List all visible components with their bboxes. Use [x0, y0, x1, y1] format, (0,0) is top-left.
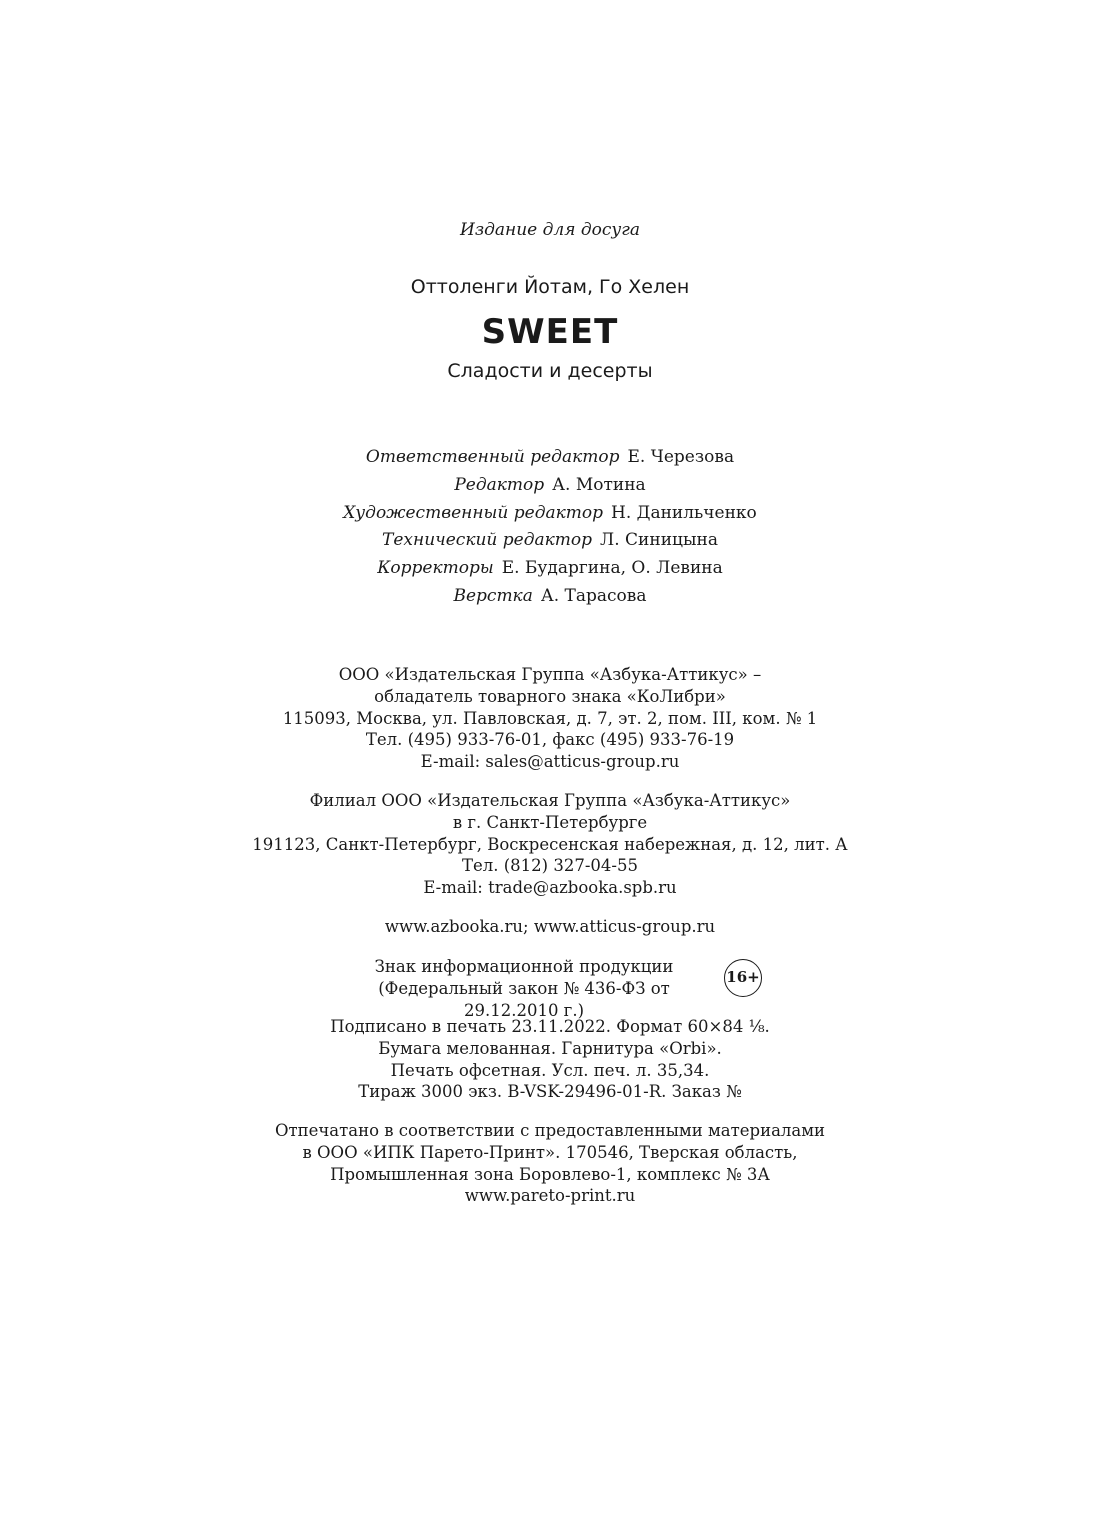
publisher-address: 115093, Москва, ул. Павловская, д. 7, эт. 2, пом. III, ком. № 1: [282, 708, 818, 728]
credit-name: А. Мотина: [552, 474, 646, 495]
printer-line: Отпечатано в соответствии с предоставленными материалами: [274, 1121, 826, 1140]
credit-role: Верстка: [453, 585, 533, 606]
credit-name: Л. Синицына: [600, 530, 718, 551]
publisher-phone: Тел. (495) 933-76-01, факс (495) 933-76-19: [365, 730, 735, 750]
printer-info: [0, 1120, 1100, 1207]
info-sign: [0, 956, 1100, 1020]
book-title: SWEET: [481, 312, 619, 352]
branch-address: 191123, Санкт-Петербург, Воскресенская набережная, д. 12, лит. А: [252, 834, 848, 854]
info-sign-text: [330, 956, 718, 1021]
publisher-email: E-mail: sales@atticus-group.ru: [420, 752, 680, 772]
credit-role: Корректоры: [377, 558, 494, 579]
credit-name: А. Тарасова: [540, 585, 647, 606]
publisher-line: ООО «Издательская Группа «Азбука-Аттикус» –: [338, 665, 762, 684]
websites: [0, 916, 1100, 938]
info-sign-line: (Федеральный закон № 436-ФЗ от 29.12.2010 г.): [378, 978, 670, 1020]
branch-line: Филиал ООО «Издательская Группа «Азбука-Аттикус»: [309, 791, 791, 810]
credit-role: Художественный редактор: [343, 502, 603, 523]
print-line: Печать офсетная. Усл. печ. л. 35,34.: [390, 1060, 710, 1080]
printer-website: www.pareto-print.ru: [464, 1186, 636, 1206]
info-sign-line: Знак информационной продукции: [374, 957, 674, 976]
print-line: Бумага мелованная. Гарнитура «Orbi».: [378, 1038, 722, 1058]
print-line: Тираж 3000 экз. B-VSK-29496-01-R. Заказ №: [358, 1082, 742, 1102]
branch-info: [0, 790, 1100, 899]
credit-row: [0, 472, 1100, 500]
printer-line: в ООО «ИПК Парето-Принт». 170546, Тверская область,: [302, 1142, 798, 1162]
print-line: Подписано в печать 23.11.2022. Формат 60×84 ¹⁄₈.: [330, 1017, 770, 1036]
credit-role: Технический редактор: [382, 530, 593, 551]
credit-row: [0, 500, 1100, 528]
branch-line: в г. Санкт-Петербурге: [452, 812, 648, 832]
print-info: [0, 1016, 1100, 1103]
publisher-info: [0, 664, 1100, 773]
branch-phone: Тел. (812) 327-04-55: [462, 856, 638, 876]
websites-line: www.azbooka.ru; www.atticus-group.ru: [384, 917, 716, 936]
printer-line: Промышленная зона Боровлево-1, комплекс № 3А: [330, 1164, 770, 1184]
publisher-line: обладатель товарного знака «КоЛибри»: [374, 686, 726, 706]
credit-row: [0, 527, 1100, 555]
edition-type: Издание для досуга: [460, 220, 640, 240]
authors: Оттоленги Йотам, Го Хелен: [410, 276, 690, 298]
credit-role: Ответственный редактор: [365, 447, 620, 467]
credit-row: [0, 555, 1100, 583]
credit-name: Е. Бударгина, О. Левина: [501, 558, 723, 579]
branch-email: E-mail: trade@azbooka.spb.ru: [423, 878, 677, 898]
credit-name: Н. Данильченко: [611, 502, 757, 523]
age-rating-badge: 16+: [724, 959, 762, 997]
credit-row: [0, 583, 1100, 611]
credits-list: [0, 444, 1100, 611]
book-subtitle: Сладости и десерты: [447, 360, 653, 382]
credit-row: [0, 444, 1100, 472]
credit-role: Редактор: [454, 474, 545, 495]
credit-name: Е. Черезова: [627, 447, 735, 467]
